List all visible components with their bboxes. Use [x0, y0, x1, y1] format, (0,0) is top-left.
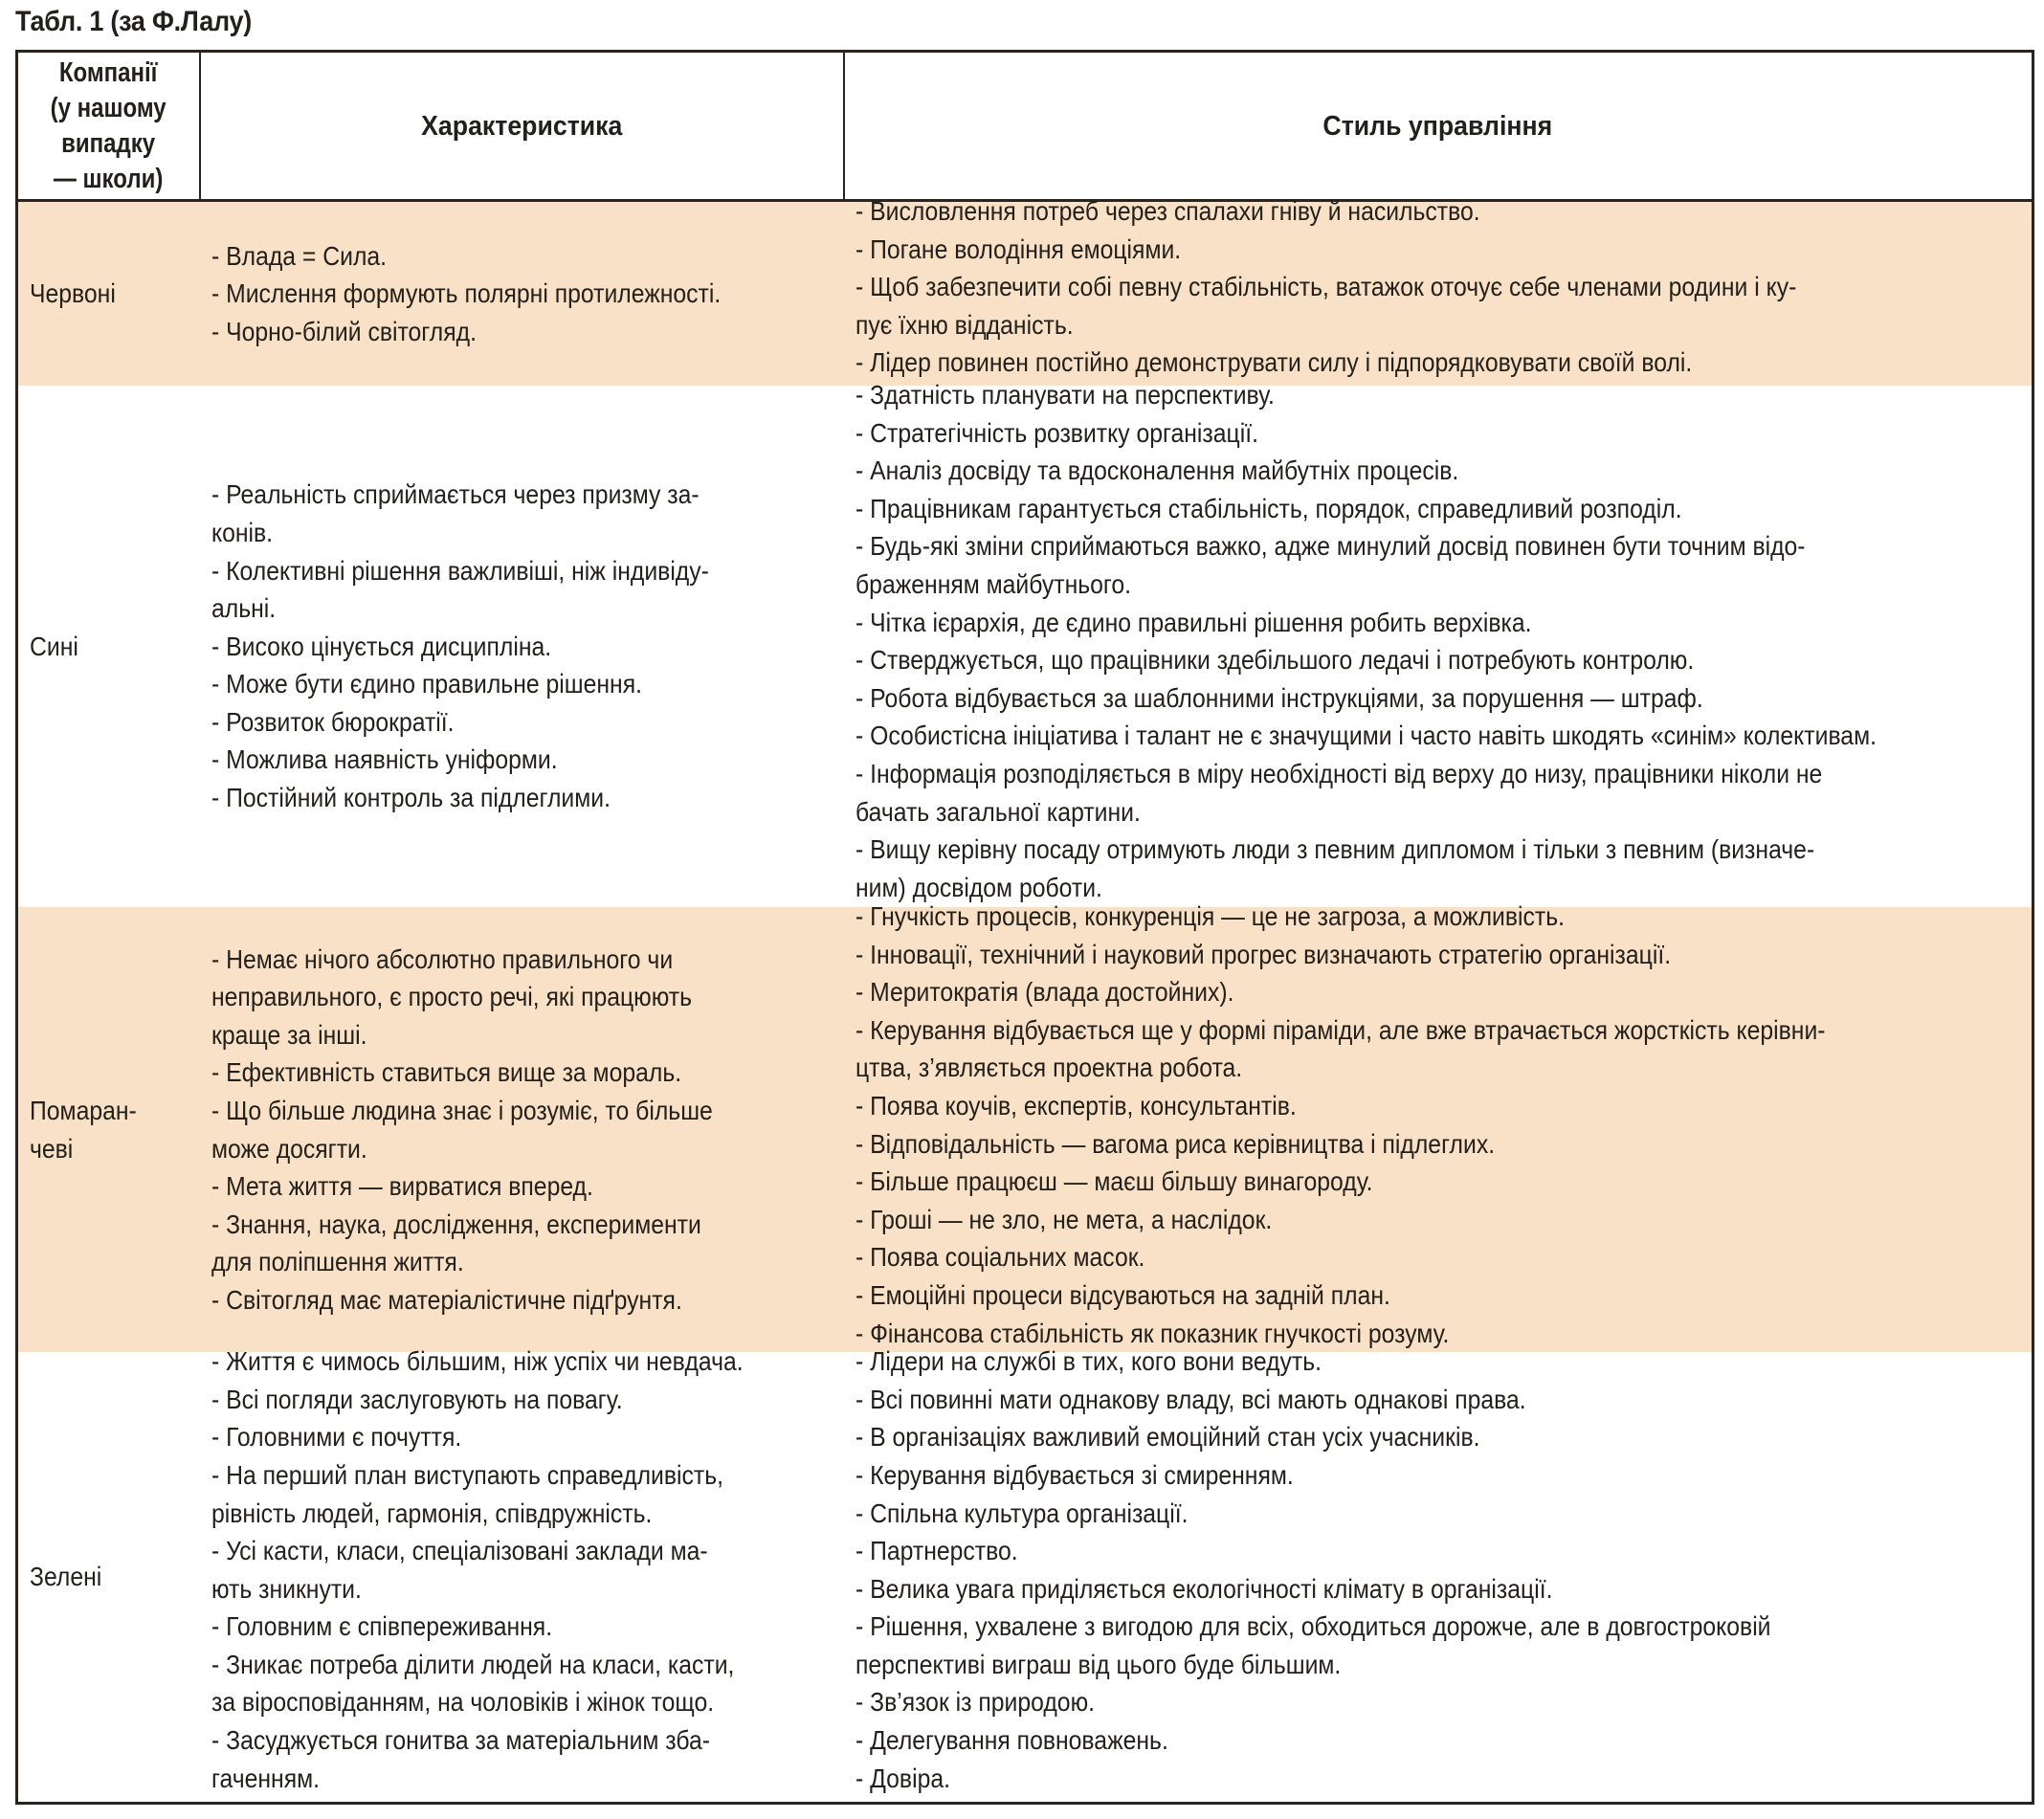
row-orange [17, 907, 2033, 1352]
management-style-cell-line: - Особистісна ініціатива і талант не є значущими і часто навіть шкодять «синім» колективам. [855, 721, 1877, 751]
management-style-cell-lines [855, 1342, 2027, 1797]
management-style-cell-line: - Щоб забезпечити собі певну стабільність, ватажок оточує себе членами родини і ку- [855, 272, 1796, 302]
header-company-line: — школи) [54, 163, 164, 194]
header-characteristic-label: Характеристика [420, 110, 623, 142]
leadership-styles-table [15, 50, 2034, 1805]
management-style-cell-line: - Відповідальність — вагома риса керівництва і підлеглих. [855, 1128, 1495, 1159]
header-management-style [844, 52, 2033, 201]
company-cell-lines [30, 275, 196, 313]
row-green [17, 1352, 2033, 1804]
management-style-cell-lines [855, 376, 2027, 906]
company-cell-lines [30, 1092, 196, 1167]
characteristic-cell-line: для поліпшення життя. [211, 1247, 464, 1277]
characteristic-cell-line: неправильного, є просто речі, які працюють [211, 982, 692, 1012]
management-style-cell-line: - Здатність планувати на перспективу. [855, 380, 1275, 410]
management-style-cell-line: - Рішення, ухвалене з вигодою для всіх, обходиться дорожче, але в довгостроковій [855, 1611, 1771, 1642]
characteristic-cell-lines [211, 476, 834, 816]
management-style-cell-line: бачать загальної картини. [855, 796, 1141, 827]
management-style-cell-line: - Велика увага приділяється екологічності клімату в організації. [855, 1573, 1552, 1604]
company-cell-line: Сині [30, 631, 78, 661]
company-cell-line: Зелені [30, 1562, 102, 1592]
characteristic-cell-line: - Знання, наука, дослідження, експерименти [211, 1209, 701, 1239]
management-style-cell-line: - Фінансова стабільність як показник гнучкості розуму. [855, 1318, 1449, 1348]
company-cell-line: Помаран- [30, 1095, 137, 1125]
characteristic-cell [200, 386, 844, 907]
management-style-cell [844, 380, 2033, 907]
characteristic-cell-line: - Засуджується гонитва за матеріальним зба- [211, 1725, 710, 1756]
characteristic-cell-line: - Мета життя — вирватися вперед. [211, 1171, 593, 1202]
company-cell-lines [30, 628, 196, 666]
table-caption: Табл. 1 (за Ф.Лалу) [15, 6, 252, 37]
characteristic-cell-line: ють зникнути. [211, 1573, 362, 1604]
management-style-cell-line: - Лідер повинен постійно демонструвати силу і підпорядковувати своїй волі. [855, 347, 1692, 378]
characteristic-cell [200, 907, 844, 1352]
characteristic-cell-line: - На перший план виступають справедливість, [211, 1459, 723, 1490]
company-cell [17, 201, 200, 387]
management-style-cell-line: перспективі виграш від цього буде більшим. [855, 1649, 1341, 1679]
characteristic-cell-line: - Життя є чимось більшим, ніж успіх чи невдача. [211, 1346, 744, 1377]
characteristic-cell-line: - Немає нічого абсолютно правильного чи [211, 943, 673, 974]
management-style-cell-line: - Всі повинні мати однакову владу, всі мають однакові права. [855, 1384, 1526, 1414]
management-style-cell-line: - Вищу керівну посаду отримують люди з певним дипломом і тільки з певним (визначе- [855, 834, 1814, 865]
header-management-style-label: Стиль управління [1322, 110, 1553, 142]
characteristic-cell-line: - Зникає потреба ділити людей на класи, касти, [211, 1649, 734, 1679]
characteristic-cell-line: - Реальність сприймається через призму за- [211, 479, 700, 510]
management-style-cell [844, 196, 2033, 387]
characteristic-cell-line: - Всі погляди заслуговують на повагу. [211, 1384, 623, 1414]
characteristic-cell-line: - Влада = Сила. [211, 240, 387, 271]
management-style-cell-lines [855, 898, 2027, 1352]
characteristic-cell-lines [211, 941, 834, 1320]
characteristic-cell-line: краще за інші. [211, 1019, 367, 1050]
characteristic-cell-line: альні. [211, 593, 276, 624]
management-style-cell-line: - Делегування повноважень. [855, 1725, 1168, 1756]
table-header-row [17, 52, 2033, 201]
management-style-cell-line: - Висловлення потреб через спалахи гніву й насильство. [855, 196, 1480, 226]
characteristic-cell-line: - Що більше людина знає і розуміє, то більше [211, 1095, 713, 1125]
management-style-cell-line: - Меритократія (влада достойних). [855, 977, 1233, 1008]
characteristic-cell-line: - Можлива наявність уніформи. [211, 744, 558, 775]
management-style-cell-line: - Керування відбувається ще у формі піраміди, але вже втрачається жорсткість керівни- [855, 1014, 1826, 1045]
row-red [17, 201, 2033, 387]
characteristic-cell-line: - Колективні рішення важливіші, ніж індивіду- [211, 555, 709, 586]
header-characteristic [200, 52, 844, 201]
management-style-cell [844, 1346, 2033, 1804]
company-cell [17, 386, 200, 907]
management-style-cell-lines [855, 192, 2027, 382]
management-style-cell-line: - Емоційні процеси відсуваються на задній план. [855, 1279, 1390, 1310]
company-cell [17, 1352, 200, 1804]
management-style-cell-line: - Партнерство. [855, 1536, 1018, 1566]
company-cell-line: Червоні [30, 278, 116, 309]
characteristic-cell-line: - Головними є почуття. [211, 1422, 461, 1453]
management-style-cell-line: - Гнучкість процесів, конкуренція — це не загроза, а можливість. [855, 901, 1565, 931]
management-style-cell-line: - Працівникам гарантується стабільність, порядок, справедливий розподіл. [855, 493, 1682, 523]
management-style-cell-line: - В організаціях важливий емоційний стан усіх учасників. [855, 1422, 1479, 1453]
characteristic-cell-line: - Ефективність ставиться вище за мораль. [211, 1057, 681, 1088]
characteristic-cell-line: рівність людей, гармонія, співдружність. [211, 1497, 652, 1528]
company-cell-lines [30, 1558, 196, 1596]
management-style-cell-line: - Стратегічність розвитку організації. [855, 417, 1258, 448]
management-style-cell-line: - Гроші — не зло, не мета, а наслідок. [855, 1204, 1272, 1234]
management-style-cell-line: - Спільна культура організації. [855, 1497, 1188, 1528]
header-company [17, 52, 200, 201]
company-cell-line: чеві [30, 1133, 74, 1164]
management-style-cell-line: - Інформація розподіляється в міру необхідності від верху до низу, працівники ніколи не [855, 758, 1822, 788]
management-style-cell-line: - Поява коучів, експертів, консультантів. [855, 1090, 1297, 1120]
characteristic-cell-line: - Може бути єдино правильне рішення. [211, 669, 642, 699]
characteristic-cell-line: - Мислення формують полярні протилежності. [211, 278, 721, 309]
row-blue [17, 386, 2033, 907]
characteristic-cell-line: - Головним є співпереживання. [211, 1611, 552, 1642]
characteristic-cell-line: - Усі касти, класи, спеціалізовані заклади ма- [211, 1536, 708, 1566]
management-style-cell-line: - Погане володіння емоціями. [855, 233, 1181, 264]
management-style-cell-line: - Більше працюєш — маєш більшу винагороду. [855, 1166, 1372, 1197]
management-style-cell-line: - Зв’язок із природою. [855, 1687, 1095, 1718]
characteristic-cell-lines [211, 1342, 834, 1797]
characteristic-cell-line: - Високо цінується дисципліна. [211, 631, 551, 661]
characteristic-cell-lines [211, 237, 834, 351]
management-style-cell-line: - Керування відбувається зі смиренням. [855, 1459, 1294, 1490]
management-style-cell-line: - Робота відбувається за шаблонними інструкціями, за порушення — штраф. [855, 682, 1703, 713]
management-style-cell-line: - Стверджується, що працівники здебільшого ледачі і потребують контролю. [855, 645, 1694, 676]
characteristic-cell [200, 1346, 844, 1804]
management-style-cell-line: - Поява соціальних масок. [855, 1242, 1144, 1273]
characteristic-cell-line: конів. [211, 517, 273, 547]
management-style-cell-line: - Чітка ієрархія, де єдино правильні рішення робить верхівка. [855, 607, 1531, 637]
management-style-cell-line: - Інновації, технічний і науковий прогрес визначають стратегію організації. [855, 939, 1671, 969]
characteristic-cell-line: - Чорно-білий світогляд. [211, 316, 477, 346]
header-company-line: (у нашому [50, 92, 167, 123]
characteristic-cell [200, 201, 844, 387]
management-style-cell-line: - Аналіз досвіду та вдосконалення майбутніх процесів. [855, 455, 1458, 486]
management-style-cell-line: пує їхню відданість. [855, 309, 1074, 340]
management-style-cell-line: - Довіра. [855, 1763, 950, 1793]
company-cell [17, 907, 200, 1352]
characteristic-cell-line: - Світогляд має матеріалістичне підґрунтя. [211, 1284, 682, 1315]
management-style-cell-line: - Лідери на службі в тих, кого вони ведуть. [855, 1346, 1322, 1377]
characteristic-cell-line: гаченням. [211, 1763, 320, 1793]
management-style-cell-line: браженням майбутнього. [855, 568, 1131, 599]
header-company-line: випадку [61, 127, 156, 159]
management-style-cell [844, 901, 2033, 1352]
header-company-line: Компанії [58, 56, 158, 88]
management-style-cell-line: цтва, з’являється проектна робота. [855, 1053, 1242, 1083]
characteristic-cell-line: - Постійний контроль за підлеглими. [211, 783, 611, 813]
characteristic-cell-line: за віросповіданням, на чоловіків і жінок тощо. [211, 1687, 714, 1718]
characteristic-cell-line: може досягти. [211, 1133, 367, 1164]
management-style-cell-line: ним) досвідом роботи. [855, 872, 1102, 902]
characteristic-cell-line: - Розвиток бюрократії. [211, 706, 455, 737]
management-style-cell-line: - Будь-які зміни сприймаються важко, адже минулий досвід повинен бути точним відо- [855, 531, 1806, 562]
